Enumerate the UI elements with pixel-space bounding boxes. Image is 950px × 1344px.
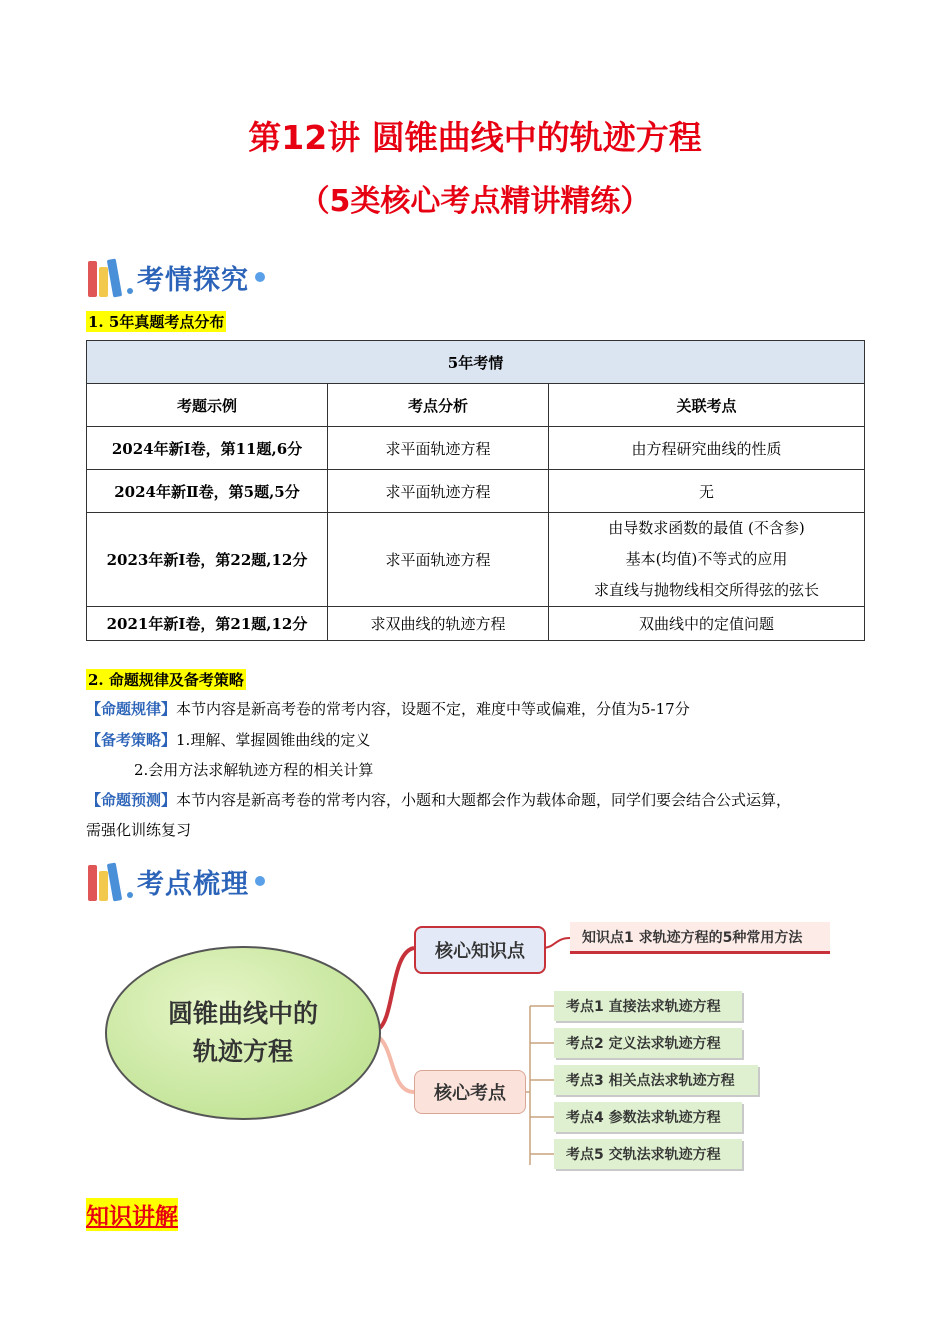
exam-table	[86, 340, 865, 641]
mind-map-root	[105, 946, 381, 1120]
table-row	[87, 427, 865, 470]
cell-related: 无	[549, 470, 865, 513]
cell-question: 2023年新I卷，第22题,12分	[87, 513, 328, 607]
cell-related	[549, 513, 865, 607]
table-row	[87, 470, 865, 513]
strategy-item: 2.会用方法求解轨迹方程的相关计算	[134, 761, 374, 779]
column-header: 考点分析	[328, 384, 549, 427]
cell-question: 2024年新Ⅱ卷，第5题,5分	[87, 470, 328, 513]
strategy-item: 1.理解、掌握圆锥曲线的定义	[176, 731, 371, 749]
column-header: 考题示例	[87, 384, 328, 427]
books-icon	[88, 257, 119, 297]
table-caption: 5年考情	[87, 341, 865, 384]
table-row	[87, 513, 865, 607]
subheading-strategy: 2. 命题规律及备考策略	[88, 671, 244, 689]
cell-analysis: 求平面轨迹方程	[328, 470, 549, 513]
section-label: 考情探究	[137, 264, 249, 296]
exam-point-leaf: 考点4 参数法求轨迹方程	[554, 1102, 742, 1132]
dot-icon	[255, 876, 265, 886]
column-header: 关联考点	[549, 384, 865, 427]
cell-related: 由方程研究曲线的性质	[549, 427, 865, 470]
dot-icon	[127, 288, 133, 294]
related-item: 由导数求函数的最值 (不含参)	[608, 519, 805, 537]
table-row	[87, 607, 865, 641]
section-header-key-points	[88, 858, 265, 904]
mind-map	[100, 912, 840, 1182]
cell-analysis: 求平面轨迹方程	[328, 427, 549, 470]
paragraph-strategy	[86, 725, 876, 755]
branch-core-exam-points: 核心考点	[414, 1070, 526, 1114]
related-item: 求直线与抛物线相交所得弦的弦长	[593, 581, 819, 599]
root-line: 圆锥曲线中的	[167, 999, 318, 1028]
predict-text-continued: 需强化训练复习	[86, 821, 192, 839]
cell-related: 双曲线中的定值问题	[549, 607, 865, 641]
page-title: 第12讲 圆锥曲线中的轨迹方程	[248, 118, 702, 157]
exam-point-leaf: 考点1 直接法求轨迹方程	[554, 991, 742, 1021]
predict-label: 【命题预测】	[86, 791, 177, 809]
cell-question: 2021年新I卷，第21题,12分	[87, 607, 328, 641]
books-icon	[88, 861, 119, 901]
knowledge-leaf: 知识点1 求轨迹方程的5种常用方法	[570, 922, 830, 954]
exam-point-leaf: 考点3 相关点法求轨迹方程	[554, 1065, 758, 1095]
subheading-distribution: 1. 5年真题考点分布	[88, 313, 225, 331]
section-header-exam-analysis	[88, 254, 265, 300]
cell-analysis: 求双曲线的轨迹方程	[328, 607, 549, 641]
paragraph-predict	[86, 785, 876, 815]
dot-icon	[127, 892, 133, 898]
exam-point-leaf: 考点2 定义法求轨迹方程	[554, 1028, 742, 1058]
section-label: 考点梳理	[137, 868, 249, 900]
exam-point-leaf: 考点5 交轨法求轨迹方程	[554, 1139, 742, 1169]
law-text: 本节内容是新高考卷的常考内容，设题不定，难度中等或偏难，分值为5-17分	[176, 700, 690, 718]
predict-text: 本节内容是新高考卷的常考内容，小题和大题都会作为载体命题，同学们要会结合公式运算，	[176, 791, 792, 809]
page-subtitle: （5类核心考点精讲精练）	[299, 184, 651, 219]
cell-analysis: 求平面轨迹方程	[328, 513, 549, 607]
related-item: 基本(均值)不等式的应用	[625, 550, 788, 568]
branch-core-knowledge: 核心知识点	[414, 926, 546, 974]
dot-icon	[255, 272, 265, 282]
paragraph-law	[86, 694, 876, 724]
cell-question: 2024年新I卷，第11题,6分	[87, 427, 328, 470]
law-label: 【命题规律】	[86, 700, 177, 718]
knowledge-heading: 知识讲解	[86, 1198, 178, 1231]
strategy-label: 【备考策略】	[86, 731, 177, 749]
root-line: 轨迹方程	[192, 1037, 293, 1066]
